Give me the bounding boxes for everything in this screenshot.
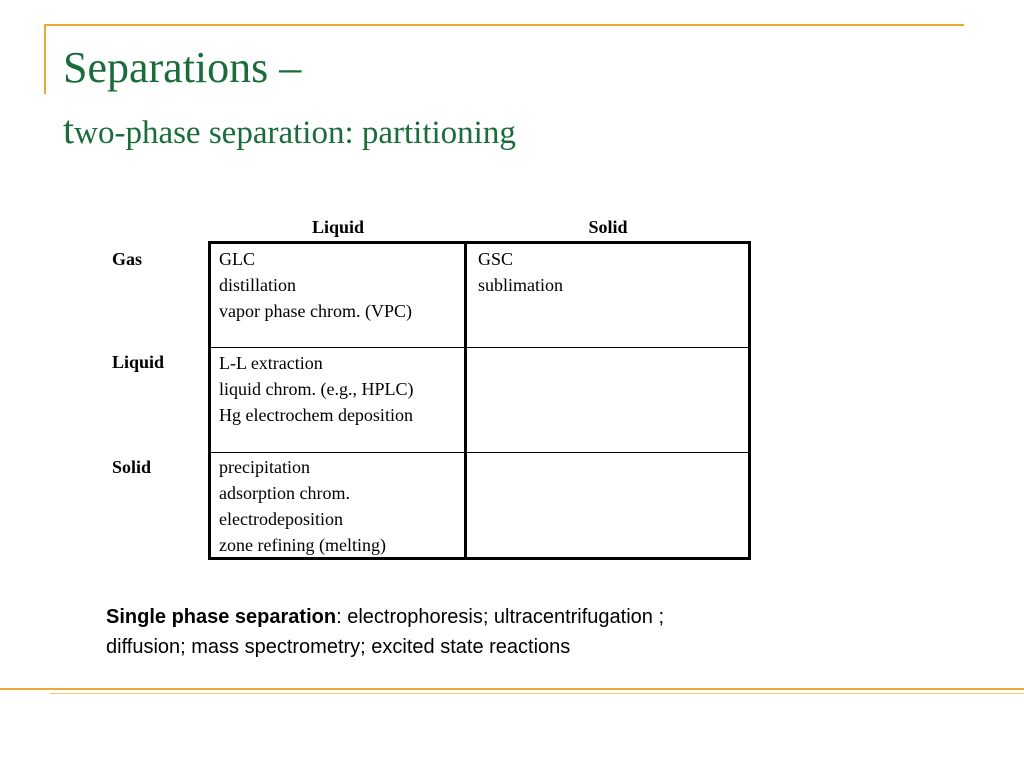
table-tick [748, 426, 751, 428]
left-frame-line [44, 24, 46, 94]
table-tick [208, 530, 211, 532]
cell-gas-liquid [219, 246, 412, 324]
slide-subtitle [63, 108, 516, 155]
cell-line: adsorption chrom. [219, 483, 350, 503]
row-header-gas: Gas [112, 249, 143, 269]
table-tick [208, 426, 211, 428]
cell-line: distillation [219, 275, 297, 295]
cell-line: electrodeposition [219, 509, 343, 529]
cell-line: vapor phase chrom. (VPC) [219, 301, 412, 321]
table-tick [748, 322, 751, 324]
table-column-divider [464, 241, 467, 560]
footer-line-thin [50, 693, 1024, 694]
subtitle-lead-letter: t [63, 107, 75, 152]
cell-line: zone refining (melting) [219, 535, 386, 555]
cell-line: liquid chrom. (e.g., HPLC) [219, 379, 414, 399]
note-line-2: diffusion; mass spectrometry; excited state reactions [106, 636, 571, 658]
cell-line: precipitation [219, 457, 310, 477]
cell-line: sublimation [478, 275, 563, 295]
note-label: Single phase separation [106, 606, 337, 628]
table-tick [748, 530, 751, 532]
table-row-divider [208, 347, 751, 348]
slide-title: Separations – [63, 43, 302, 92]
cell-gas-solid [478, 246, 563, 298]
table-tick [748, 268, 751, 270]
table-tick [748, 400, 751, 402]
table-tick [748, 374, 751, 376]
table-tick [208, 374, 211, 376]
subtitle-text: wo-phase separation: partitioning [74, 115, 516, 151]
single-phase-note [106, 602, 664, 662]
top-frame-line [44, 24, 964, 26]
cell-solid-liquid [219, 454, 386, 558]
cell-liquid-liquid [219, 350, 413, 428]
cell-line: GSC [478, 249, 514, 269]
table-tick [208, 400, 211, 402]
row-header-solid: Solid [112, 457, 152, 477]
table-tick [208, 322, 211, 324]
cell-line: GLC [219, 249, 255, 269]
footer-line [0, 688, 1024, 690]
table-tick [748, 478, 751, 480]
table-row-divider [208, 452, 751, 453]
table-tick [748, 504, 751, 506]
row-header-liquid: Liquid [112, 352, 165, 372]
column-header-solid: Solid [588, 217, 628, 237]
note-text-1: : electrophoresis; ultracentrifugation ; [336, 606, 665, 628]
table-tick [208, 504, 211, 506]
cell-line: L-L extraction [219, 353, 323, 373]
table-tick [208, 478, 211, 480]
table-tick [208, 295, 211, 297]
column-header-liquid: Liquid [311, 217, 365, 237]
table-tick [748, 295, 751, 297]
note-line-1 [106, 602, 664, 632]
cell-line: Hg electrochem deposition [219, 405, 413, 425]
